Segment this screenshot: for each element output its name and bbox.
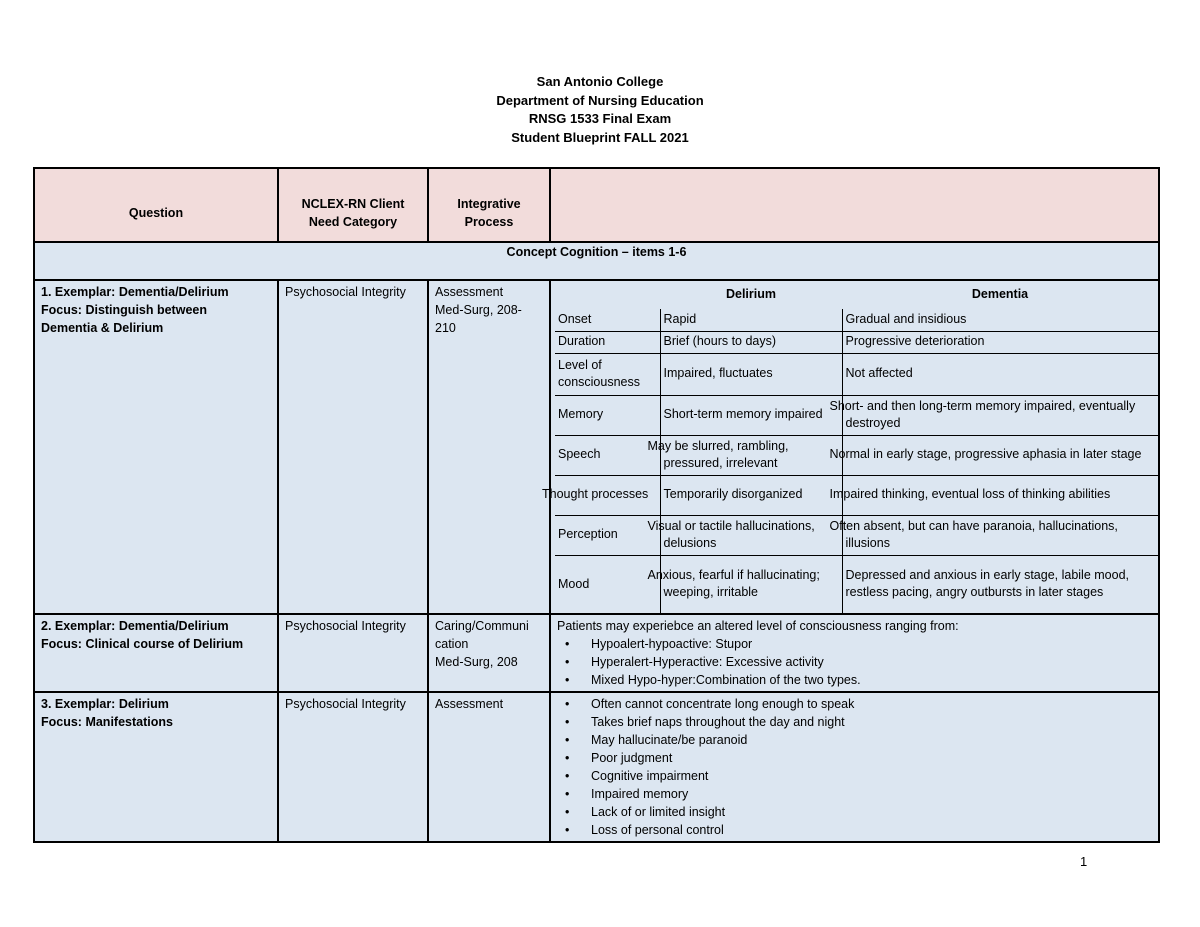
process-cell	[428, 614, 550, 692]
client-need-header-text: NCLEX-RN Client Need Category	[301, 197, 405, 229]
delirium-value: May be slurred, rambling, pressured, irrelevant	[660, 435, 842, 475]
question-line: Focus: Clinical course of Delirium	[41, 637, 244, 651]
list-item: • Mixed Hypo-hyper:Combination of the two types.	[591, 671, 1152, 689]
table-row	[34, 280, 1159, 614]
list-item: • Loss of personal control	[591, 821, 1152, 839]
column-header-client-need	[278, 168, 428, 242]
client-need-cell: Psychosocial Integrity	[278, 614, 428, 692]
comparison-header-dementia: Dementia	[971, 287, 1029, 301]
content-cell	[550, 692, 1159, 842]
process-cell	[428, 692, 550, 842]
column-header-content	[550, 168, 1159, 242]
content-intro: Patients may experiebce an altered level of consciousness ranging from:	[557, 619, 959, 633]
column-header-question: Question	[34, 168, 278, 242]
table-row	[34, 692, 1159, 842]
list-item: • Hypoalert-hypoactive: Stupor	[591, 635, 1152, 653]
question-cell	[34, 692, 278, 842]
comparison-row	[555, 309, 1158, 331]
process-line: Assessment	[435, 285, 504, 299]
blueprint-title: Student Blueprint FALL 2021	[511, 129, 689, 145]
department-name: Department of Nursing Education	[496, 92, 704, 108]
comparison-label: Onset	[555, 309, 660, 331]
college-name: San Antonio College	[536, 74, 664, 89]
dementia-value: Gradual and insidious	[842, 309, 1158, 331]
comparison-row	[555, 435, 1158, 475]
dementia-value: Normal in early stage, progressive aphasia in later stage	[842, 435, 1158, 475]
delirium-value: Temporarily disorganized	[660, 475, 842, 515]
dementia-value: Short- and then long-term memory impaired, eventually destroyed	[842, 395, 1158, 435]
question-line: 2. Exemplar: Dementia/Delirium	[41, 619, 229, 633]
question-line: 1. Exemplar: Dementia/Delirium	[41, 285, 229, 299]
comparison-header-blank	[555, 285, 660, 309]
question-line: Focus: Distinguish between	[41, 303, 207, 317]
dementia-value: Progressive deterioration	[842, 331, 1158, 353]
delirium-value: Visual or tactile hallucinations, delusions	[660, 515, 842, 555]
bullet-list	[557, 695, 1152, 839]
list-item: • Lack of or limited insight	[591, 803, 1152, 821]
process-line: Med-Surg, 208-	[435, 303, 522, 317]
dementia-value: Depressed and anxious in early stage, labile mood, restless pacing, angry outbursts in later stages	[842, 555, 1158, 613]
bullet-list	[557, 635, 1152, 689]
list-item: • Takes brief naps throughout the day and night	[591, 713, 1152, 731]
concept-row	[34, 242, 1159, 280]
dementia-value: Often absent, but can have paranoia, hallucinations, illusions	[842, 515, 1158, 555]
table-header-row	[34, 168, 1159, 242]
list-item: • Poor judgment	[591, 749, 1152, 767]
process-cell	[428, 280, 550, 614]
question-cell	[34, 280, 278, 614]
question-line: Focus: Manifestations	[41, 715, 173, 729]
delirium-value: Impaired, fluctuates	[660, 353, 842, 395]
list-item: • Hyperalert-Hyperactive: Excessive activity	[591, 653, 1152, 671]
list-item: • Often cannot concentrate long enough to speak	[591, 695, 1152, 713]
question-line: 3. Exemplar: Delirium	[41, 697, 169, 711]
comparison-label: Memory	[555, 395, 660, 435]
comparison-row	[555, 331, 1158, 353]
dementia-value: Impaired thinking, eventual loss of thinking abilities	[842, 475, 1158, 515]
comparison-label: Duration	[555, 331, 660, 353]
page-number: 1	[1080, 854, 1088, 869]
comparison-row	[555, 515, 1158, 555]
list-item: • May hallucinate/be paranoid	[591, 731, 1152, 749]
comparison-cell	[542, 280, 1159, 614]
exam-title: RNSG 1533 Final Exam	[528, 111, 672, 126]
comparison-header-delirium: Delirium	[725, 287, 776, 301]
process-line: Med-Surg, 208	[435, 655, 518, 669]
table-row	[34, 614, 1159, 692]
process-line: 210	[435, 321, 456, 335]
client-need-cell: Psychosocial Integrity	[278, 280, 428, 614]
concept-title: Concept Cognition – items 1-6	[34, 242, 1159, 280]
comparison-label: Mood	[558, 576, 590, 591]
process-line: Caring/Communi	[435, 619, 529, 633]
process-line: cation	[435, 637, 469, 651]
comparison-label: Thought processes	[555, 475, 660, 515]
process-header-text: Integrative Process	[457, 197, 521, 229]
delirium-value: Brief (hours to days)	[660, 331, 842, 353]
dementia-value: Not affected	[842, 353, 1158, 395]
comparison-label: Speech	[555, 435, 660, 475]
comparison-row	[555, 395, 1158, 435]
document-header	[0, 73, 1200, 147]
question-cell	[34, 614, 278, 692]
list-item: • Cognitive impairment	[591, 767, 1152, 785]
comparison-row	[555, 353, 1158, 395]
process-line: Assessment	[435, 697, 504, 711]
delirium-value: Rapid	[660, 309, 842, 331]
delirium-dementia-comparison	[542, 285, 1158, 613]
column-header-process	[428, 168, 550, 242]
delirium-value: Short-term memory impaired	[660, 395, 842, 435]
comparison-label: Perception	[555, 515, 660, 555]
client-need-cell: Psychosocial Integrity	[278, 692, 428, 842]
comparison-header-row	[555, 285, 1158, 309]
comparison-label: Level of consciousness	[555, 353, 660, 395]
content-cell	[550, 614, 1159, 692]
comparison-row	[555, 555, 1158, 613]
comparison-row	[555, 475, 1158, 515]
blueprint-table	[33, 167, 1160, 843]
list-item: • Impaired memory	[591, 785, 1152, 803]
delirium-value: Anxious, fearful if hallucinating; weeping, irritable	[660, 555, 842, 613]
question-line: Dementia & Delirium	[41, 321, 164, 335]
